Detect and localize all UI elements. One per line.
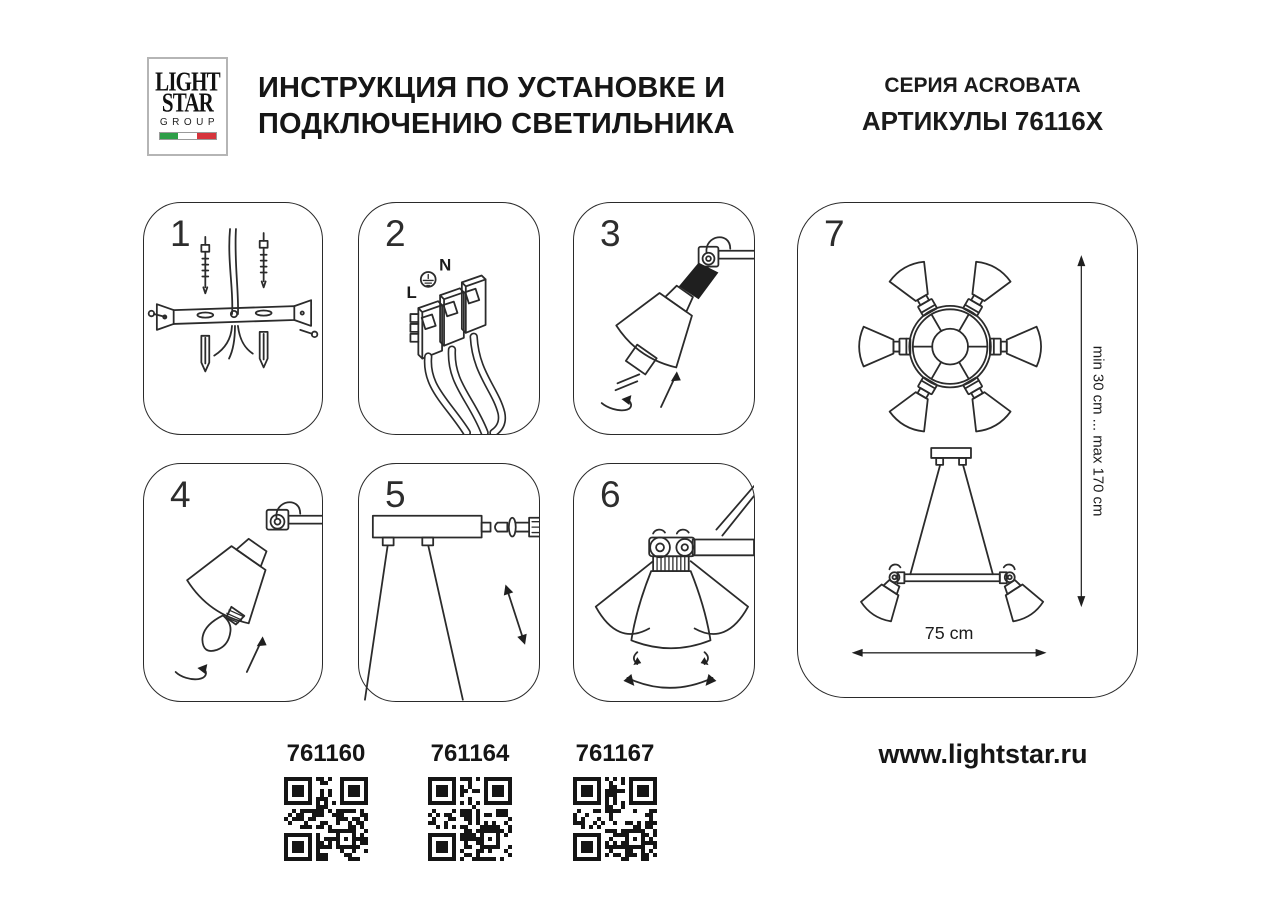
article-code: 761167 (575, 740, 655, 767)
logo-word-group: GROUP (159, 117, 220, 128)
qr-code-761160 (284, 777, 368, 861)
step-number-7: 7 (824, 213, 845, 254)
step-number-4: 4 (170, 474, 191, 515)
step-panel-4 (143, 463, 323, 702)
article-code: 761160 (286, 740, 366, 767)
article-block-761164 (405, 740, 535, 861)
step5-cable-adjust-illustration (359, 464, 539, 701)
article-block-761167 (550, 740, 680, 861)
step-panel-5 (358, 463, 540, 702)
page-title (258, 70, 735, 142)
lightstar-logo (147, 57, 228, 156)
earth-symbol (421, 272, 436, 287)
screwdriver (495, 518, 539, 537)
label-line: L (406, 283, 417, 303)
chandelier-top-view (859, 258, 1041, 435)
step-panel-3 (573, 202, 755, 435)
step3-socket-illustration (574, 203, 754, 434)
chandelier-side-view (859, 448, 1045, 625)
series-articles: АРТИКУЛЫ 76116X (861, 106, 1104, 136)
step-number-3: 3 (600, 213, 621, 254)
step1-mounting-bracket-illustration (144, 203, 322, 434)
step-panel-7 (797, 202, 1138, 698)
step2-wiring-illustration (359, 203, 539, 434)
logo-word-light: LIGHT (155, 67, 220, 98)
logo-word-star: STAR (161, 88, 214, 118)
label-neutral: N (439, 255, 452, 275)
flag-green (160, 133, 179, 139)
step-panel-6 (573, 463, 755, 702)
article-code: 761164 (430, 740, 510, 767)
flag-red (197, 133, 216, 139)
series-name: СЕРИЯ ACROBATA (884, 74, 1081, 97)
website-url: www.lightstar.ru (878, 739, 1088, 769)
step-number-1: 1 (170, 213, 191, 254)
height-range-label: min 30 cm ... max 170 cm (1089, 345, 1106, 517)
step6-swivel-illustration (574, 464, 754, 701)
flag-white (178, 133, 197, 139)
series-block (845, 74, 1120, 137)
step7-overview-illustration (798, 203, 1137, 697)
step-panel-2 (358, 202, 540, 435)
italian-flag (159, 132, 217, 140)
step-number-6: 6 (600, 474, 621, 515)
step-number-5: 5 (385, 474, 406, 515)
step4-bulb-illustration (144, 464, 322, 701)
step-panel-1 (143, 202, 323, 435)
page-title-line1: ИНСТРУКЦИЯ ПО УСТАНОВКЕ И (258, 72, 726, 104)
page-title-line2: ПОДКЛЮЧЕНИЮ СВЕТИЛЬНИКА (258, 108, 735, 140)
width-label: 75 cm (924, 622, 974, 643)
article-block-761160 (261, 740, 391, 861)
qr-code-761164 (428, 777, 512, 861)
qr-code-761167 (573, 777, 657, 861)
step-number-2: 2 (385, 213, 406, 254)
